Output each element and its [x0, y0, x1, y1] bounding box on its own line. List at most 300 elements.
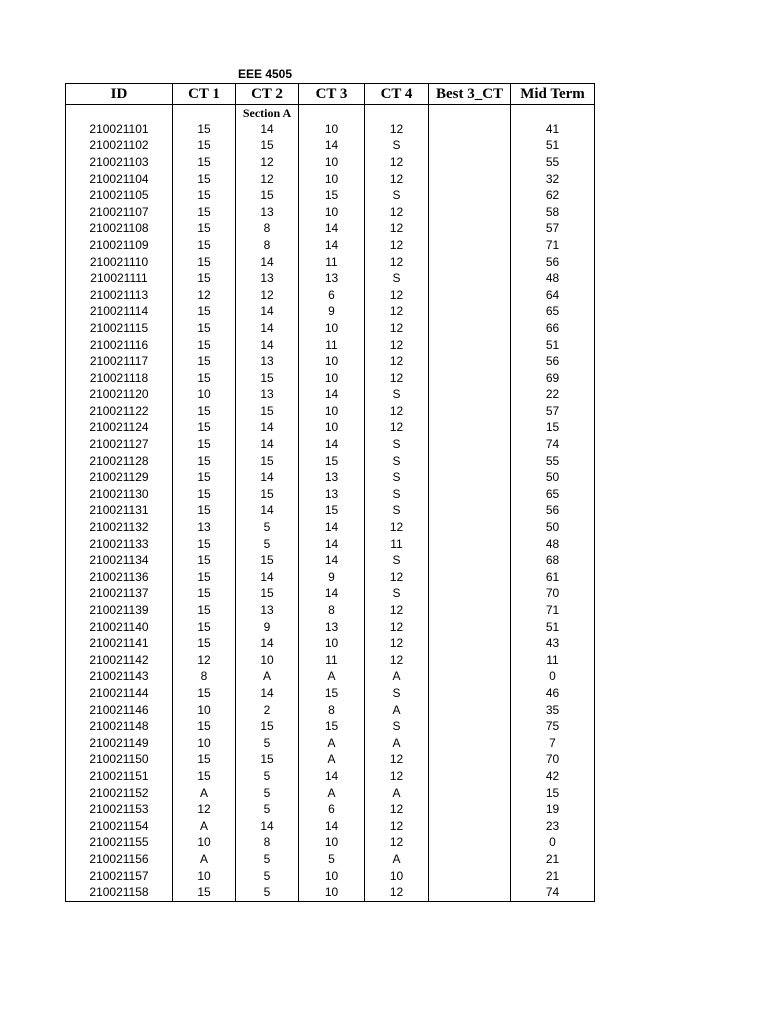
- cell-ct2: 8: [236, 237, 299, 254]
- cell-ct3: 13: [299, 270, 365, 287]
- cell-ct4: A: [365, 851, 429, 868]
- cell-ct4: 12: [365, 320, 429, 337]
- cell-ct4: 12: [365, 768, 429, 785]
- cell-ct1: 15: [173, 221, 236, 238]
- cell-ct2: 5: [236, 519, 299, 536]
- cell-ct3: 13: [299, 619, 365, 636]
- table-row: [66, 121, 595, 138]
- cell-ct3: 13: [299, 486, 365, 503]
- cell-ct2: 13: [236, 204, 299, 221]
- cell-id: 210021132: [66, 519, 173, 536]
- cell-midterm: 64: [511, 287, 595, 304]
- cell-ct4: 12: [365, 884, 429, 901]
- cell-ct2: 5: [236, 868, 299, 885]
- cell-ct1: 15: [173, 337, 236, 354]
- cell-ct2: 5: [236, 785, 299, 802]
- cell-ct4: 12: [365, 204, 429, 221]
- cell-best3: [429, 669, 511, 686]
- cell-ct3: 14: [299, 818, 365, 835]
- cell-ct3: 6: [299, 801, 365, 818]
- table-row: [66, 237, 595, 254]
- cell-ct2: 12: [236, 171, 299, 188]
- table-row: [66, 652, 595, 669]
- cell-ct4: 12: [365, 370, 429, 387]
- cell-ct3: 10: [299, 420, 365, 437]
- cell-id: 210021136: [66, 569, 173, 586]
- cell-best3: [429, 552, 511, 569]
- cell-ct3: 14: [299, 768, 365, 785]
- cell-midterm: 41: [511, 121, 595, 138]
- cell-ct3: 15: [299, 503, 365, 520]
- cell-ct2: 14: [236, 569, 299, 586]
- cell-best3: [429, 221, 511, 238]
- cell-best3: [429, 702, 511, 719]
- cell-ct3: 9: [299, 304, 365, 321]
- cell-ct4: 12: [365, 752, 429, 769]
- cell-ct3: 5: [299, 851, 365, 868]
- cell-ct1: 15: [173, 304, 236, 321]
- section-row: [66, 105, 595, 122]
- cell-midterm: 57: [511, 221, 595, 238]
- cell-midterm: 51: [511, 138, 595, 155]
- cell-ct2: 14: [236, 469, 299, 486]
- table-row: [66, 619, 595, 636]
- cell-id: 210021127: [66, 436, 173, 453]
- cell-midterm: 58: [511, 204, 595, 221]
- table-row: [66, 370, 595, 387]
- table-row: [66, 320, 595, 337]
- cell-ct4: 12: [365, 835, 429, 852]
- table-row: [66, 270, 595, 287]
- cell-midterm: 65: [511, 304, 595, 321]
- cell-midterm: 65: [511, 486, 595, 503]
- cell-ct3: 10: [299, 370, 365, 387]
- table-row: [66, 801, 595, 818]
- cell-ct4: S: [365, 718, 429, 735]
- cell-best3: [429, 436, 511, 453]
- cell-ct3: 11: [299, 337, 365, 354]
- cell-id: 210021150: [66, 752, 173, 769]
- cell-ct1: 15: [173, 552, 236, 569]
- table-row: [66, 669, 595, 686]
- cell-ct4: 12: [365, 602, 429, 619]
- cell-id: 210021124: [66, 420, 173, 437]
- table-row: [66, 752, 595, 769]
- cell-ct3: 6: [299, 287, 365, 304]
- cell-ct2: 15: [236, 586, 299, 603]
- cell-id: 210021152: [66, 785, 173, 802]
- table-row: [66, 702, 595, 719]
- cell-midterm: 74: [511, 436, 595, 453]
- cell-best3: [429, 171, 511, 188]
- cell-ct2: 15: [236, 718, 299, 735]
- cell-ct2: 15: [236, 486, 299, 503]
- cell-best3: [429, 569, 511, 586]
- cell-best3: [429, 519, 511, 536]
- cell-ct1: 10: [173, 387, 236, 404]
- cell-best3: [429, 320, 511, 337]
- cell-ct2: 10: [236, 652, 299, 669]
- cell-ct2: 14: [236, 818, 299, 835]
- table-row: [66, 187, 595, 204]
- cell-best3: [429, 287, 511, 304]
- cell-best3: [429, 486, 511, 503]
- cell-ct3: 10: [299, 868, 365, 885]
- cell-ct3: 13: [299, 469, 365, 486]
- cell-ct3: A: [299, 752, 365, 769]
- cell-ct1: 12: [173, 287, 236, 304]
- cell-best3: [429, 801, 511, 818]
- cell-best3: [429, 768, 511, 785]
- cell-ct3: 14: [299, 436, 365, 453]
- table-row: [66, 436, 595, 453]
- column-header-ct1: CT 1: [173, 84, 236, 105]
- cell-best3: [429, 818, 511, 835]
- cell-id: 210021116: [66, 337, 173, 354]
- cell-best3: [429, 835, 511, 852]
- table-row: [66, 486, 595, 503]
- cell-ct3: 14: [299, 536, 365, 553]
- cell-ct2: 14: [236, 635, 299, 652]
- cell-id: 210021108: [66, 221, 173, 238]
- cell-ct3: 14: [299, 237, 365, 254]
- section-cell-id: [66, 105, 173, 122]
- column-header-id: ID: [66, 84, 173, 105]
- cell-midterm: 71: [511, 237, 595, 254]
- cell-midterm: 56: [511, 254, 595, 271]
- table-row: [66, 469, 595, 486]
- cell-ct4: 12: [365, 237, 429, 254]
- cell-ct1: 15: [173, 353, 236, 370]
- cell-ct1: 15: [173, 752, 236, 769]
- cell-ct3: A: [299, 669, 365, 686]
- cell-ct1: 15: [173, 884, 236, 901]
- cell-id: 210021118: [66, 370, 173, 387]
- cell-ct4: 12: [365, 304, 429, 321]
- cell-best3: [429, 187, 511, 204]
- cell-midterm: 68: [511, 552, 595, 569]
- cell-best3: [429, 237, 511, 254]
- cell-ct2: 5: [236, 884, 299, 901]
- cell-best3: [429, 586, 511, 603]
- cell-id: 210021114: [66, 304, 173, 321]
- cell-id: 210021151: [66, 768, 173, 785]
- cell-midterm: 48: [511, 536, 595, 553]
- cell-ct3: 9: [299, 569, 365, 586]
- cell-ct3: 10: [299, 171, 365, 188]
- cell-ct2: 15: [236, 370, 299, 387]
- cell-ct4: A: [365, 669, 429, 686]
- table-row: [66, 785, 595, 802]
- cell-ct2: 9: [236, 619, 299, 636]
- cell-ct1: 15: [173, 503, 236, 520]
- cell-ct1: 15: [173, 204, 236, 221]
- column-header-ct2: CT 2: [236, 84, 299, 105]
- cell-id: 210021137: [66, 586, 173, 603]
- cell-midterm: 15: [511, 420, 595, 437]
- cell-best3: [429, 387, 511, 404]
- cell-best3: [429, 403, 511, 420]
- cell-ct2: 15: [236, 403, 299, 420]
- cell-ct4: S: [365, 503, 429, 520]
- cell-midterm: 42: [511, 768, 595, 785]
- cell-midterm: 46: [511, 685, 595, 702]
- cell-ct2: 2: [236, 702, 299, 719]
- cell-id: 210021115: [66, 320, 173, 337]
- cell-midterm: 75: [511, 718, 595, 735]
- cell-ct3: 10: [299, 154, 365, 171]
- cell-ct3: 14: [299, 552, 365, 569]
- cell-id: 210021142: [66, 652, 173, 669]
- cell-midterm: 74: [511, 884, 595, 901]
- cell-midterm: 70: [511, 752, 595, 769]
- cell-ct3: 15: [299, 187, 365, 204]
- cell-ct2: 15: [236, 552, 299, 569]
- section-cell-midterm: [511, 105, 595, 122]
- cell-best3: [429, 635, 511, 652]
- cell-best3: [429, 619, 511, 636]
- cell-ct4: 12: [365, 154, 429, 171]
- cell-ct3: A: [299, 735, 365, 752]
- cell-ct3: 14: [299, 138, 365, 155]
- cell-ct4: 12: [365, 635, 429, 652]
- cell-ct1: 15: [173, 320, 236, 337]
- cell-midterm: 0: [511, 835, 595, 852]
- cell-ct1: 15: [173, 436, 236, 453]
- cell-ct1: 15: [173, 768, 236, 785]
- cell-ct1: 15: [173, 138, 236, 155]
- cell-ct4: S: [365, 453, 429, 470]
- cell-best3: [429, 353, 511, 370]
- column-header-best3: Best 3_CT: [429, 84, 511, 105]
- cell-midterm: 7: [511, 735, 595, 752]
- cell-ct3: 15: [299, 685, 365, 702]
- marks-table: [65, 83, 595, 902]
- cell-ct3: 10: [299, 835, 365, 852]
- cell-ct3: A: [299, 785, 365, 802]
- table-row: [66, 221, 595, 238]
- cell-ct4: S: [365, 586, 429, 603]
- cell-ct2: 14: [236, 685, 299, 702]
- table-row: [66, 552, 595, 569]
- cell-ct4: S: [365, 469, 429, 486]
- cell-id: 210021141: [66, 635, 173, 652]
- table-row: [66, 586, 595, 603]
- section-cell-ct4: [365, 105, 429, 122]
- cell-ct1: 15: [173, 254, 236, 271]
- cell-best3: [429, 154, 511, 171]
- table-row: [66, 154, 595, 171]
- cell-best3: [429, 138, 511, 155]
- table-row: [66, 602, 595, 619]
- table-row: [66, 420, 595, 437]
- table-row: [66, 304, 595, 321]
- cell-ct2: 14: [236, 121, 299, 138]
- cell-ct1: 15: [173, 685, 236, 702]
- cell-ct4: S: [365, 187, 429, 204]
- table-row: [66, 503, 595, 520]
- cell-ct4: 12: [365, 287, 429, 304]
- cell-best3: [429, 851, 511, 868]
- cell-best3: [429, 304, 511, 321]
- cell-best3: [429, 752, 511, 769]
- cell-id: 210021139: [66, 602, 173, 619]
- cell-ct3: 10: [299, 320, 365, 337]
- cell-ct4: 12: [365, 801, 429, 818]
- table-row: [66, 735, 595, 752]
- cell-best3: [429, 370, 511, 387]
- cell-best3: [429, 469, 511, 486]
- cell-id: 210021105: [66, 187, 173, 204]
- cell-midterm: 43: [511, 635, 595, 652]
- header-row: [66, 84, 595, 105]
- cell-midterm: 50: [511, 519, 595, 536]
- cell-ct2: 14: [236, 337, 299, 354]
- cell-midterm: 15: [511, 785, 595, 802]
- cell-ct4: S: [365, 436, 429, 453]
- cell-best3: [429, 602, 511, 619]
- cell-id: 210021130: [66, 486, 173, 503]
- cell-ct2: 5: [236, 735, 299, 752]
- cell-ct3: 10: [299, 403, 365, 420]
- cell-ct1: A: [173, 785, 236, 802]
- cell-midterm: 55: [511, 453, 595, 470]
- cell-ct2: 12: [236, 154, 299, 171]
- cell-midterm: 21: [511, 851, 595, 868]
- cell-id: 210021104: [66, 171, 173, 188]
- cell-id: 210021107: [66, 204, 173, 221]
- table-row: [66, 287, 595, 304]
- cell-ct4: 12: [365, 652, 429, 669]
- cell-ct1: 13: [173, 519, 236, 536]
- table-row: [66, 254, 595, 271]
- cell-midterm: 62: [511, 187, 595, 204]
- cell-best3: [429, 420, 511, 437]
- table-row: [66, 569, 595, 586]
- cell-id: 210021113: [66, 287, 173, 304]
- cell-ct1: A: [173, 851, 236, 868]
- cell-best3: [429, 536, 511, 553]
- cell-ct1: 10: [173, 735, 236, 752]
- cell-midterm: 32: [511, 171, 595, 188]
- cell-best3: [429, 718, 511, 735]
- cell-ct3: 11: [299, 652, 365, 669]
- cell-id: 210021109: [66, 237, 173, 254]
- cell-midterm: 66: [511, 320, 595, 337]
- cell-ct3: 14: [299, 519, 365, 536]
- cell-midterm: 57: [511, 403, 595, 420]
- table-row: [66, 884, 595, 901]
- cell-ct4: S: [365, 685, 429, 702]
- table-row: [66, 519, 595, 536]
- cell-ct1: 15: [173, 420, 236, 437]
- cell-midterm: 56: [511, 503, 595, 520]
- cell-midterm: 61: [511, 569, 595, 586]
- cell-ct2: 8: [236, 221, 299, 238]
- cell-id: 210021102: [66, 138, 173, 155]
- cell-id: 210021153: [66, 801, 173, 818]
- cell-midterm: 51: [511, 337, 595, 354]
- cell-ct4: 12: [365, 121, 429, 138]
- table-row: [66, 768, 595, 785]
- cell-ct1: 15: [173, 619, 236, 636]
- section-cell-ct1: [173, 105, 236, 122]
- cell-ct3: 10: [299, 884, 365, 901]
- table-row: [66, 635, 595, 652]
- cell-ct4: 12: [365, 420, 429, 437]
- cell-ct2: 15: [236, 187, 299, 204]
- course-code-title: EEE 4505: [237, 67, 293, 81]
- cell-ct1: 15: [173, 403, 236, 420]
- cell-ct4: A: [365, 785, 429, 802]
- cell-ct1: 15: [173, 121, 236, 138]
- table-row: [66, 818, 595, 835]
- cell-ct1: A: [173, 818, 236, 835]
- cell-ct1: 15: [173, 237, 236, 254]
- cell-best3: [429, 652, 511, 669]
- cell-midterm: 22: [511, 387, 595, 404]
- cell-ct3: 10: [299, 121, 365, 138]
- cell-ct1: 15: [173, 536, 236, 553]
- cell-ct3: 14: [299, 586, 365, 603]
- cell-id: 210021134: [66, 552, 173, 569]
- cell-id: 210021156: [66, 851, 173, 868]
- cell-midterm: 19: [511, 801, 595, 818]
- cell-ct1: 15: [173, 453, 236, 470]
- cell-ct2: 13: [236, 270, 299, 287]
- table-row: [66, 685, 595, 702]
- cell-ct2: A: [236, 669, 299, 686]
- cell-ct2: 5: [236, 801, 299, 818]
- cell-ct4: 12: [365, 171, 429, 188]
- cell-ct2: 15: [236, 752, 299, 769]
- cell-midterm: 21: [511, 868, 595, 885]
- cell-midterm: 23: [511, 818, 595, 835]
- table-row: [66, 453, 595, 470]
- cell-id: 210021122: [66, 403, 173, 420]
- cell-id: 210021157: [66, 868, 173, 885]
- cell-ct2: 14: [236, 436, 299, 453]
- cell-ct2: 13: [236, 353, 299, 370]
- table-row: [66, 387, 595, 404]
- cell-ct3: 8: [299, 602, 365, 619]
- cell-ct1: 15: [173, 469, 236, 486]
- cell-ct3: 10: [299, 635, 365, 652]
- cell-id: 210021120: [66, 387, 173, 404]
- cell-ct4: 12: [365, 254, 429, 271]
- table-row: [66, 868, 595, 885]
- cell-ct1: 15: [173, 187, 236, 204]
- table-row: [66, 353, 595, 370]
- cell-ct2: 14: [236, 304, 299, 321]
- cell-id: 210021148: [66, 718, 173, 735]
- cell-midterm: 11: [511, 652, 595, 669]
- cell-id: 210021101: [66, 121, 173, 138]
- cell-best3: [429, 785, 511, 802]
- cell-ct1: 10: [173, 702, 236, 719]
- cell-best3: [429, 337, 511, 354]
- cell-id: 210021158: [66, 884, 173, 901]
- cell-ct4: A: [365, 702, 429, 719]
- cell-midterm: 0: [511, 669, 595, 686]
- cell-best3: [429, 868, 511, 885]
- cell-midterm: 50: [511, 469, 595, 486]
- cell-ct4: S: [365, 138, 429, 155]
- cell-id: 210021129: [66, 469, 173, 486]
- cell-ct4: A: [365, 735, 429, 752]
- cell-id: 210021143: [66, 669, 173, 686]
- cell-ct4: 10: [365, 868, 429, 885]
